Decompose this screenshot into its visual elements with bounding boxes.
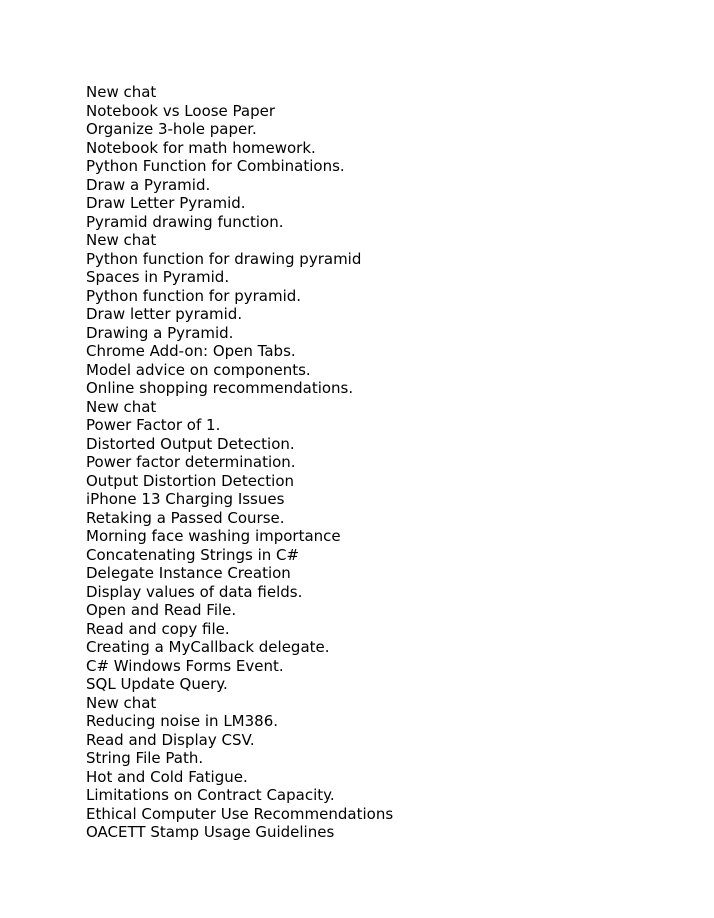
chat-history-item[interactable]: New chat xyxy=(86,693,157,712)
chat-history-item[interactable]: Organize 3-hole paper. xyxy=(86,120,257,138)
chat-history-item[interactable]: Creating a MyCallback delegate. xyxy=(86,638,330,656)
chat-history-item[interactable]: New chat xyxy=(86,231,157,249)
chat-history-item[interactable]: Limitations on Contract Capacity. xyxy=(86,786,335,804)
chat-history-item[interactable]: Chrome Add-on: Open Tabs. xyxy=(86,342,296,360)
chat-history-item[interactable]: Read and copy file. xyxy=(86,619,230,638)
chat-history-item[interactable]: Retaking a Passed Course. xyxy=(86,508,285,527)
chat-history-item[interactable]: String File Path. xyxy=(86,749,204,767)
chat-history-item[interactable]: Power Factor of 1. xyxy=(86,416,221,434)
chat-history-item[interactable]: Pyramid drawing function. xyxy=(86,212,284,231)
chat-history-item[interactable]: New chat xyxy=(86,83,157,101)
chat-history-item[interactable]: Spaces in Pyramid. xyxy=(86,268,230,286)
chat-history-item[interactable]: Notebook for math homework. xyxy=(86,138,316,157)
chat-history-item[interactable]: Hot and Cold Fatigue. xyxy=(86,767,248,786)
chat-history-item[interactable]: Concatenating Strings in C# xyxy=(86,545,300,564)
chat-history-item[interactable]: Ethical Computer Use Recommendations xyxy=(86,804,394,823)
chat-history-item[interactable]: Power factor determination. xyxy=(86,453,296,471)
chat-history-item[interactable]: Output Distortion Detection xyxy=(86,471,295,490)
chat-history-item[interactable]: Python Function for Combinations. xyxy=(86,157,345,175)
chat-history-item[interactable]: Delegate Instance Creation xyxy=(86,564,291,582)
chat-history-item[interactable]: Python function for pyramid. xyxy=(86,286,302,305)
chat-history-item[interactable]: Drawing a Pyramid. xyxy=(86,323,234,342)
chat-history-list xyxy=(86,83,393,842)
chat-history-item[interactable]: Model advice on components. xyxy=(86,360,311,379)
chat-history-item[interactable]: Draw Letter Pyramid. xyxy=(86,194,246,212)
chat-history-item[interactable]: Draw a Pyramid. xyxy=(86,175,211,194)
chat-history-item[interactable]: Display values of data fields. xyxy=(86,582,303,601)
chat-history-item[interactable]: Draw letter pyramid. xyxy=(86,305,243,323)
chat-history-item[interactable]: Python function for drawing pyramid xyxy=(86,249,362,268)
chat-history-item[interactable]: Distorted Output Detection. xyxy=(86,434,295,453)
chat-history-item[interactable]: iPhone 13 Charging Issues xyxy=(86,490,285,508)
chat-history-item[interactable]: SQL Update Query. xyxy=(86,675,228,693)
chat-history-item[interactable]: Read and Display CSV. xyxy=(86,730,255,749)
chat-history-item[interactable]: OACETT Stamp Usage Guidelines xyxy=(86,823,335,841)
chat-history-item[interactable]: Online shopping recommendations. xyxy=(86,379,354,397)
chat-history-item[interactable]: New chat xyxy=(86,397,157,416)
chat-history-item[interactable]: Morning face washing importance xyxy=(86,527,341,545)
chat-history-item[interactable]: C# Windows Forms Event. xyxy=(86,656,284,675)
chat-history-item[interactable]: Notebook vs Loose Paper xyxy=(86,101,276,120)
chat-history-item[interactable]: Reducing noise in LM386. xyxy=(86,712,279,730)
chat-history-item[interactable]: Open and Read File. xyxy=(86,601,237,619)
